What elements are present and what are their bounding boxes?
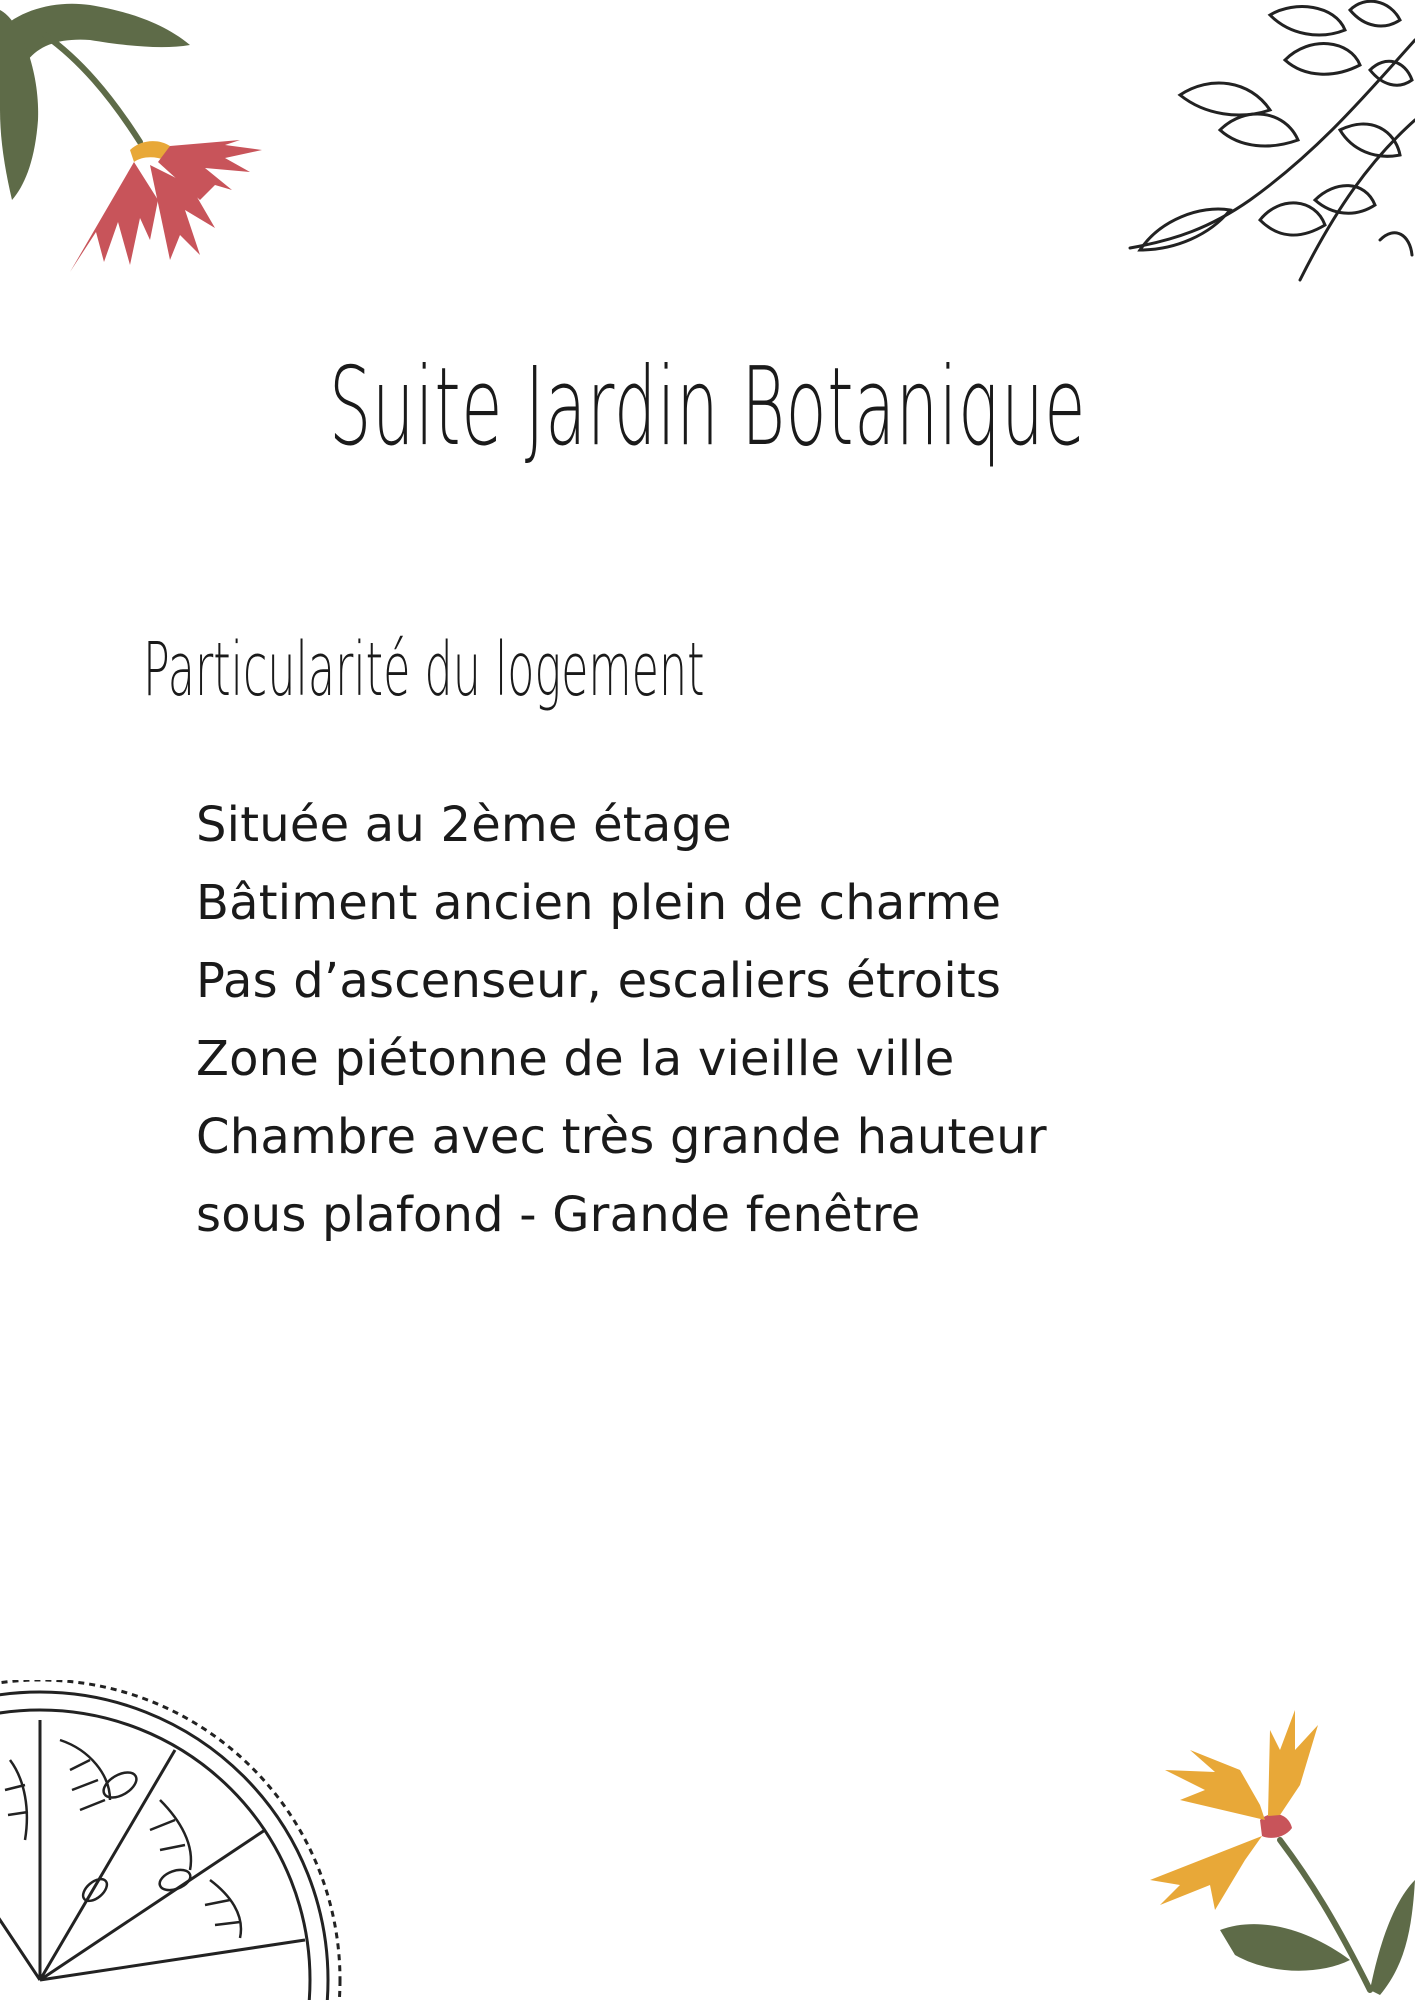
leaf-branch-icon [1120, 0, 1415, 300]
feature-line: Située au 2ème étage [196, 797, 732, 853]
red-flower-icon [0, 0, 270, 290]
page-title: Suite Jardin Botanique [328, 345, 1087, 471]
feature-line: Zone piétonne de la vieille ville [196, 1031, 955, 1087]
citrus-slice-icon [0, 1680, 345, 2000]
feature-line: Pas d’ascenseur, escaliers étroits [196, 953, 1002, 1009]
feature-line: sous plafond - Grande fenêtre [196, 1187, 921, 1243]
feature-line: Bâtiment ancien plein de charme [196, 875, 1002, 931]
section-heading: Particularité du logement [143, 627, 705, 714]
feature-line: Chambre avec très grande hauteur [196, 1109, 1047, 1165]
yellow-flower-icon [1120, 1690, 1415, 2000]
features-list [196, 786, 1047, 1254]
